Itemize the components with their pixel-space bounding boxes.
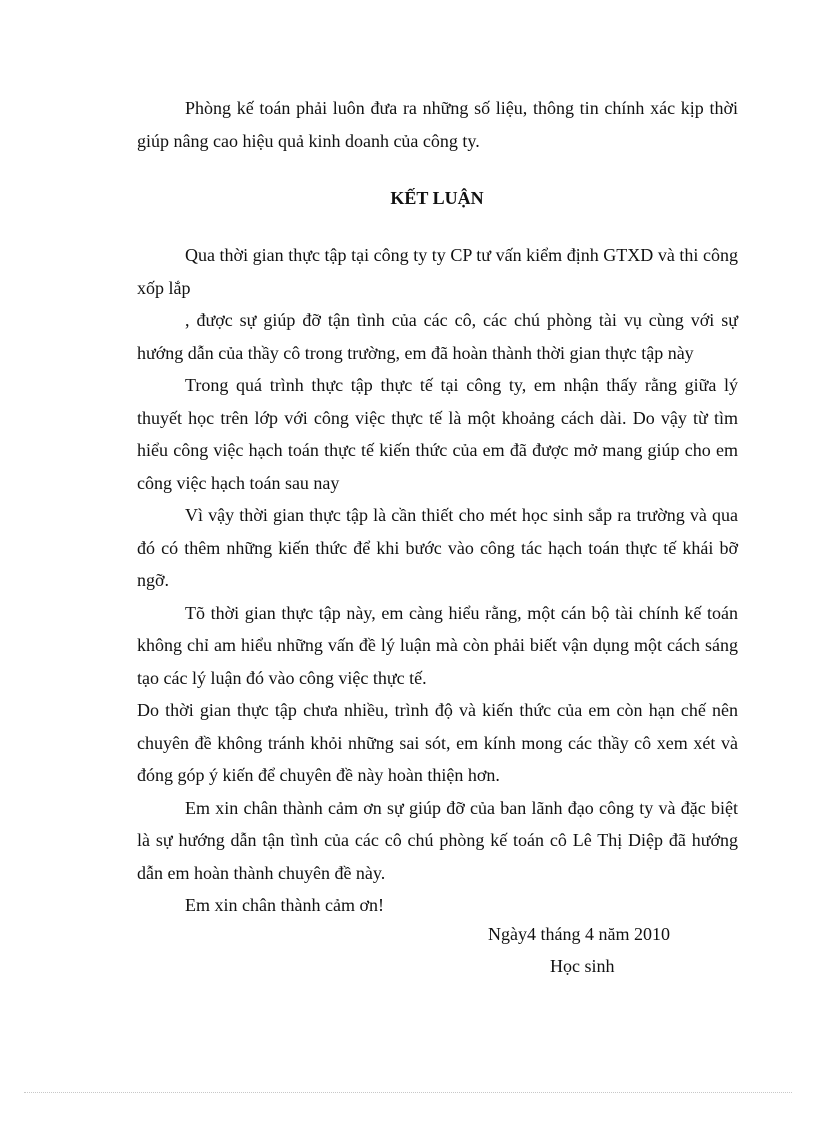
paragraph-understanding: Tõ thời gian thực tập này, em càng hiểu rằng, một cán bộ tài chính kế toán không chỉ am hiểu những vấn đề lý luận mà còn phải biết vận dụng một cách sáng tạo các lý luận đó vào công việc thực tế. [137, 602, 738, 688]
page-bottom-divider [24, 1092, 792, 1093]
paragraph-internship-intro: Qua thời gian thực tập tại công ty ty CP tư vấn kiểm định GTXD và thi công xốp lắp [137, 245, 738, 298]
intro-paragraph: Phòng kế toán phải luôn đưa ra những số liệu, thông tin chính xác kịp thời giúp nâng cao hiệu quả kinh doanh của công ty. [137, 98, 738, 151]
paragraph-thanks: Em xin chân thành cảm ơn sự giúp đỡ của ban lãnh đạo công ty và đặc biệt là sự hướng dẫn tận tình của các cô chú phòng kế toán cô Lê Thị Diệp đã hướng dẫn em hoàn thành chuyên đề này. [137, 797, 738, 883]
signature-role: Học sinh [550, 956, 615, 976]
signature-date: Ngày4 tháng 4 năm 2010 [488, 924, 670, 944]
intro-section [137, 92, 738, 157]
conclusion-body [137, 239, 738, 922]
paragraph-closing: Em xin chân thành cảm ơn! [185, 895, 384, 915]
paragraph-limitations: Do thời gian thực tập chưa nhiều, trình độ và kiến thức của em còn hạn chế nên chuyên đề không tránh khỏi những sai sót, em kính mong các thầy cô xem xét và đóng góp ý kiến để chuyên đề này hoàn thiện hơn. [137, 700, 738, 785]
paragraph-necessity: Vì vậy thời gian thực tập là cần thiết cho mét học sinh sắp ra trường và qua đó có thêm những kiến thức để khi bước vào công tác hạch toán thực tế khái bỡ ngỡ. [137, 505, 738, 590]
paragraph-theory-practice: Trong quá trình thực tập thực tế tại công ty, em nhận thấy rằng giữa lý thuyết học trên lớp với công việc thực tế là một khoảng cách dài. Do vậy từ tìm hiểu công việc hạch toán thực tế kiến thức của em đã được mở mang giúp cho em công việc hạch toán sau nay [137, 375, 738, 493]
paragraph-support: , được sự giúp đỡ tận tình của các cô, các chú phòng tài vụ cùng với sự hướng dẫn của thầy cô trong trường, em đã hoàn thành thời gian thực tập này [137, 310, 738, 363]
conclusion-heading: KẾT LUẬN [390, 188, 484, 208]
